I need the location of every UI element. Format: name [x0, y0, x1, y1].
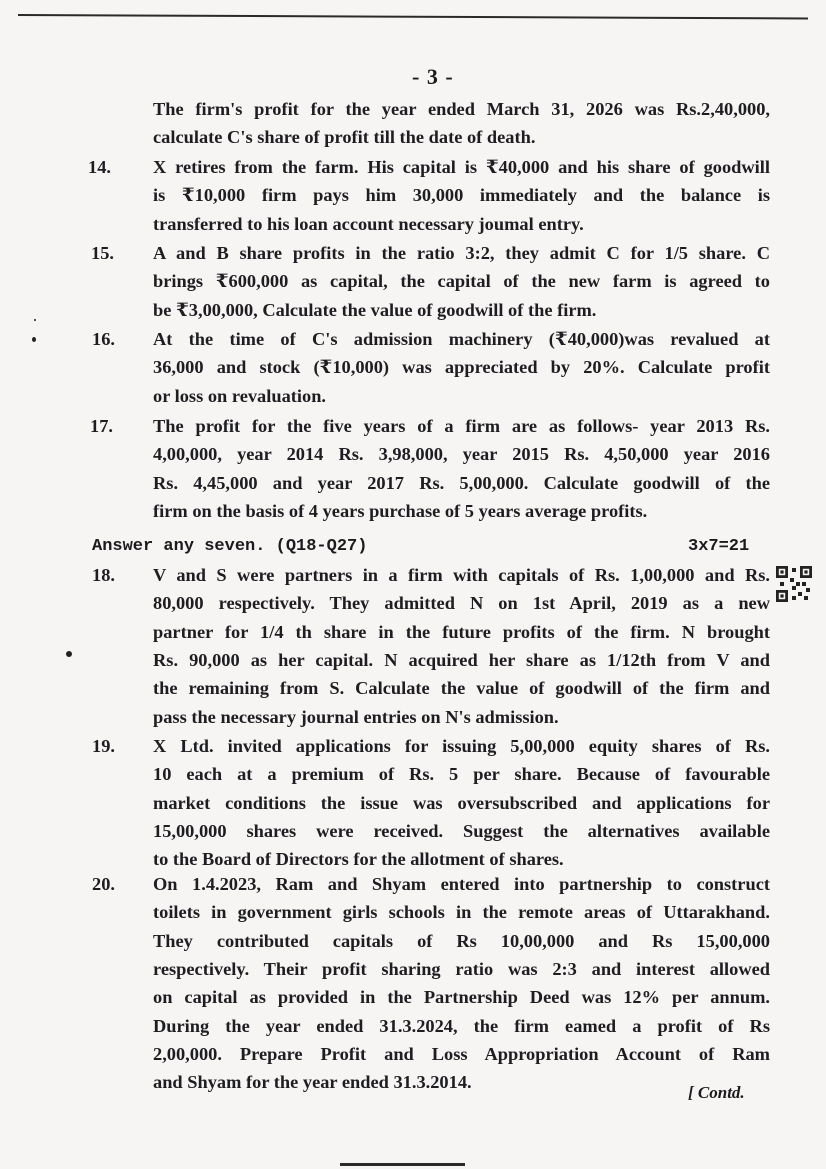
question-text-line: On 1.4.2023, Ram and Shyam entered into partnership to construct — [153, 874, 770, 894]
scan-speck — [66, 651, 72, 657]
question-number: 19. — [92, 736, 115, 756]
question-number: 17. — [90, 416, 113, 436]
question-text-line: X retires from the farm. His capital is ₹40,000 and his share of goodwill — [153, 157, 770, 177]
top-rule — [18, 14, 808, 19]
question-text-line: on capital as provided in the Partnership Deed was 12% per annum. — [153, 987, 770, 1008]
question-text-line: and Shyam for the year ended 31.3.2014. — [153, 1072, 472, 1093]
question-text-line: market conditions the issue was oversubscribed and applications for — [153, 792, 770, 813]
question-text-line: 36,000 and stock (₹10,000) was appreciated by 20%. Calculate profit — [153, 357, 770, 378]
question-text-line: respectively. Their profit sharing ratio was 2:3 and interest allowed — [153, 958, 770, 979]
question-text-line: The profit for the five years of a firm are as follows- year 2013 Rs. — [153, 416, 770, 436]
question-text-line: pass the necessary journal entries on N's admission. — [153, 706, 559, 727]
question-text-line: 80,000 respectively. They admitted N on 1st April, 2019 as a new — [153, 593, 770, 614]
section-heading: Answer any seven. (Q18-Q27) — [92, 537, 368, 556]
question-text-line: to the Board of Directors for the allotment of shares. — [153, 849, 564, 870]
scan-speck — [32, 337, 36, 342]
question-number: 18. — [92, 565, 115, 585]
question-number: 16. — [92, 329, 115, 349]
question-text-line: or loss on revaluation. — [153, 385, 327, 406]
question-text-line: 10 each at a premium of Rs. 5 per share. Because of favourable — [153, 764, 770, 785]
question-text-line: During the year ended 31.3.2024, the firm eamed a profit of Rs — [153, 1015, 770, 1036]
question-text-line: A and B share profits in the ratio 3:2, they admit C for 1/5 share. C — [153, 243, 770, 263]
question-number: 14. — [88, 157, 111, 177]
continued-note: [ Contd. — [688, 1083, 745, 1102]
question-text-line: The firm's profit for the year ended March 31, 2026 was Rs.2,40,000, — [153, 99, 770, 119]
question-text-line: is ₹10,000 firm pays him 30,000 immediately and the balance is — [153, 185, 770, 206]
question-text-line: calculate C's share of profit till the date of death. — [153, 127, 536, 148]
question-text-line: Rs. 90,000 as her capital. N acquired her share as 1/12th from V and — [153, 649, 770, 670]
question-text-line: transferred to his loan account necessary joumal entry. — [153, 213, 584, 234]
question-text-line: Rs. 4,45,000 and year 2017 Rs. 5,00,000. Calculate goodwill of the — [153, 472, 770, 493]
question-text-line: They contributed capitals of Rs 10,00,000 and Rs 15,00,000 — [153, 930, 770, 951]
question-text-line: brings ₹600,000 as capital, the capital of the new farm is agreed to — [153, 271, 770, 292]
question-text-line: firm on the basis of 4 years purchase of 5 years average profits. — [153, 500, 648, 521]
question-text-line: toilets in government girls schools in the remote areas of Uttarakhand. — [153, 902, 770, 923]
question-number: 20. — [92, 874, 115, 894]
question-text-line: 2,00,000. Prepare Profit and Loss Appropriation Account of Ram — [153, 1043, 770, 1064]
question-text-line: V and S were partners in a firm with capitals of Rs. 1,00,000 and Rs. — [153, 565, 770, 585]
question-text-line: X Ltd. invited applications for issuing 5,00,000 equity shares of Rs. — [153, 736, 770, 756]
section-marks: 3x7=21 — [688, 537, 750, 556]
scan-speck — [34, 319, 36, 321]
question-text-line: the remaining from S. Calculate the value of goodwill of the firm and — [153, 678, 770, 699]
question-text-line: 4,00,000, year 2014 Rs. 3,98,000, year 2015 Rs. 4,50,000 year 2016 — [153, 444, 770, 465]
page-number: - 3 - — [412, 64, 454, 89]
question-text-line: 15,00,000 shares were received. Suggest the alternatives available — [153, 820, 770, 841]
qr-code-icon — [776, 566, 812, 602]
question-text-line: be ₹3,00,000, Calculate the value of goodwill of the firm. — [153, 299, 597, 320]
question-text-line: partner for 1/4 th share in the future profits of the firm. N brought — [153, 621, 770, 642]
bottom-rule — [340, 1163, 465, 1166]
question-text-line: At the time of C's admission machinery (₹40,000)was revalued at — [153, 329, 770, 349]
question-number: 15. — [91, 243, 114, 263]
